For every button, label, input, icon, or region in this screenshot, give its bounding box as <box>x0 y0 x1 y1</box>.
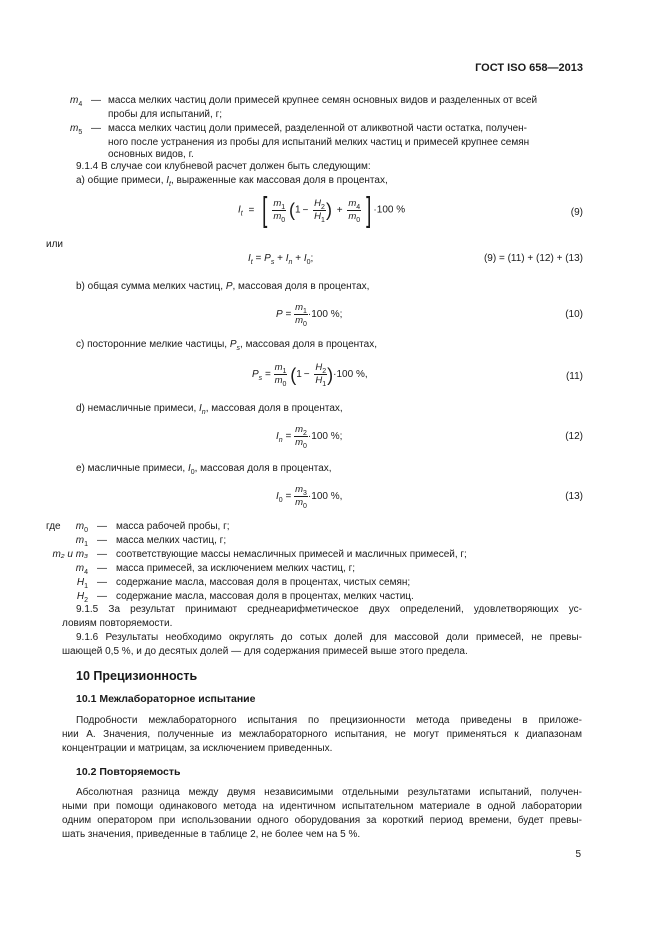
item-b: b) общая сумма мелких частиц, P, массовая доля в процентах, <box>76 281 370 292</box>
def-text: масса мелких частиц, г; <box>116 535 227 546</box>
item-c: c) посторонние мелкие частицы, $P_s$, массовая доля в процентах, <box>76 339 377 352</box>
eq-number-12: (12) <box>565 431 583 442</box>
formula-symbol: I <box>238 204 241 216</box>
def-symbol: $m_0$ <box>75 521 88 534</box>
def-m5-line2: ного после устранения из пробы для испытаний мелких частиц и примесей крупнее семян <box>108 137 530 148</box>
def-dash: — <box>97 535 107 546</box>
def-symbol: $H_1$ <box>76 577 88 590</box>
eq-number-9-sum: (9) = (11) + (12) + (13) <box>483 253 583 264</box>
formula-13: $I_0$ = $\frac{m_3}{m_0}$ ·100 %, <box>276 484 343 510</box>
item-d: d) немасличные примеси, $I_n$, массовая доля в процентах, <box>76 403 343 416</box>
def-m4-line1: масса мелких частиц доли примесей крупнее семян основных видов и разделенных от всей <box>108 95 538 106</box>
def-text: масса рабочей пробы, г; <box>116 521 230 532</box>
def-symbol: m₂ и m₃ <box>52 549 88 560</box>
eq-number-10: (10) <box>565 309 583 320</box>
fraction-m1-m0: $\frac{m_1}{m_0}$ <box>274 362 287 388</box>
formula-10: P = $\frac{m_1}{m_0}$ ·100 %; <box>276 302 343 328</box>
def-dash: — <box>97 577 107 588</box>
def-m4-line2: пробы для испытаний, г; <box>108 109 222 120</box>
def-symbol-m5: $m_5$ <box>70 123 83 136</box>
clause-9-1-6: 9.1.6 Результаты необходимо округлять до сотых долей для массовой доли примесей, не превы- шающей 0,5 %, и до десятых долей — для содержания примесей выше этого предела. <box>62 632 582 657</box>
fraction-h2-h1: $\frac{H_2}{H_1}$ <box>314 197 325 224</box>
def-dash: — <box>97 521 107 532</box>
section-10-1-body: Подробности межлабораторного испытания по прецизионности метода приведены в приложе- нии А. Значения, полученные из межлабораторного испытания, не могут применяться к диапазонам концентрации и матрицам, за исключением приведенных. <box>62 715 582 754</box>
section-10-1-title: 10.1 Межлабораторное испытание <box>76 693 256 705</box>
def-m5-line1: масса мелких частиц доли примесей, разделенной от аликвотной части остатка, получен- <box>108 123 528 134</box>
document-header: ГОСТ ISO 658—2013 <box>475 62 583 74</box>
eq-number-11: (11) <box>565 371 583 382</box>
def-symbol: $H_2$ <box>76 591 88 604</box>
fraction-m4-m0: $\frac{m_4}{m_0}$ <box>348 197 361 224</box>
item-a: а) общие примеси, $I_t$, выраженные как массовая доля в процентах, <box>76 175 388 188</box>
fraction-m1-m0: $\frac{m_1}{m_0}$ <box>295 302 307 328</box>
clause-9-1-4: 9.1.4 В случае сои клубневой расчет должен быть следующим: <box>76 161 371 172</box>
eq-number-13: (13) <box>565 491 583 502</box>
fraction-h2-h1: $\frac{H_2}{H_1}$ <box>315 362 327 388</box>
def-dash: — <box>97 591 107 602</box>
def-text: содержание масла, массовая доля в процентах, мелких частиц. <box>116 591 414 602</box>
def-text: содержание масла, массовая доля в процентах, чистых семян; <box>116 577 411 588</box>
def-dash: — <box>91 95 101 106</box>
fraction-m3-m0: $\frac{m_3}{m_0}$ <box>295 484 307 510</box>
def-text: масса примесей, за исключением мелких частиц, г; <box>116 563 356 574</box>
fraction-m2-m0: $\frac{m_2}{m_0}$ <box>295 424 307 450</box>
def-dash: — <box>97 563 107 574</box>
formula-11: $P_s$ = $\frac{m_1}{m_0}$ (1 − $\frac{H_2}{H_1}$ )·100 %, <box>252 362 368 388</box>
def-symbol: $m_1$ <box>75 535 88 548</box>
section-10-2-body: Абсолютная разница между двумя независимыми отдельными результатами испытаний, получен- ными при помощи одинакового метода на идентичном испытательном материале в одной лаборатории одним оператором при использовании одного оборудования за короткий период времени, будет превы- шать значения, приведенные в таблице 2, не более чем на 5 %. <box>62 787 582 840</box>
def-dash: — <box>91 123 101 134</box>
fraction-m1-m0: $\frac{m_1}{m_0}$ <box>273 197 286 224</box>
def-m5-line3: основных видов, г. <box>108 149 194 160</box>
clause-9-1-5: 9.1.5 За результат принимают среднеарифметическое двух определений, удовлетворяющих ус- ловиям повторяемости. <box>62 604 582 629</box>
section-10-title: 10 Прецизионность <box>76 669 198 683</box>
where-label: где <box>46 521 61 532</box>
section-10-2-title: 10.2 Повторяемость <box>76 766 181 778</box>
def-symbol-m4: $m_4$ <box>70 95 83 108</box>
page-number: 5 <box>575 849 581 860</box>
ili-text: или <box>46 239 64 250</box>
def-symbol: $m_4$ <box>75 563 88 576</box>
item-e: e) масличные примеси, $I_0$, массовая доля в процентах, <box>76 463 332 476</box>
def-text: соответствующие массы немасличных примесей и масличных примесей, г; <box>116 549 467 560</box>
formula-9: $I_t$ = [ $\frac{m_1}{m_0}$ (1 − $\frac{H_2}{H_1}$ ) + $\frac{m_4}{m_0}$ ] ·100 % <box>238 191 406 229</box>
eq-number-9: (9) <box>570 207 583 218</box>
formula-9-sum: $I_t = P_s + I_n + I_0$; <box>248 253 314 266</box>
def-dash: — <box>97 549 107 560</box>
formula-12: $I_n$ = $\frac{m_2}{m_0}$ ·100 %; <box>276 424 343 450</box>
